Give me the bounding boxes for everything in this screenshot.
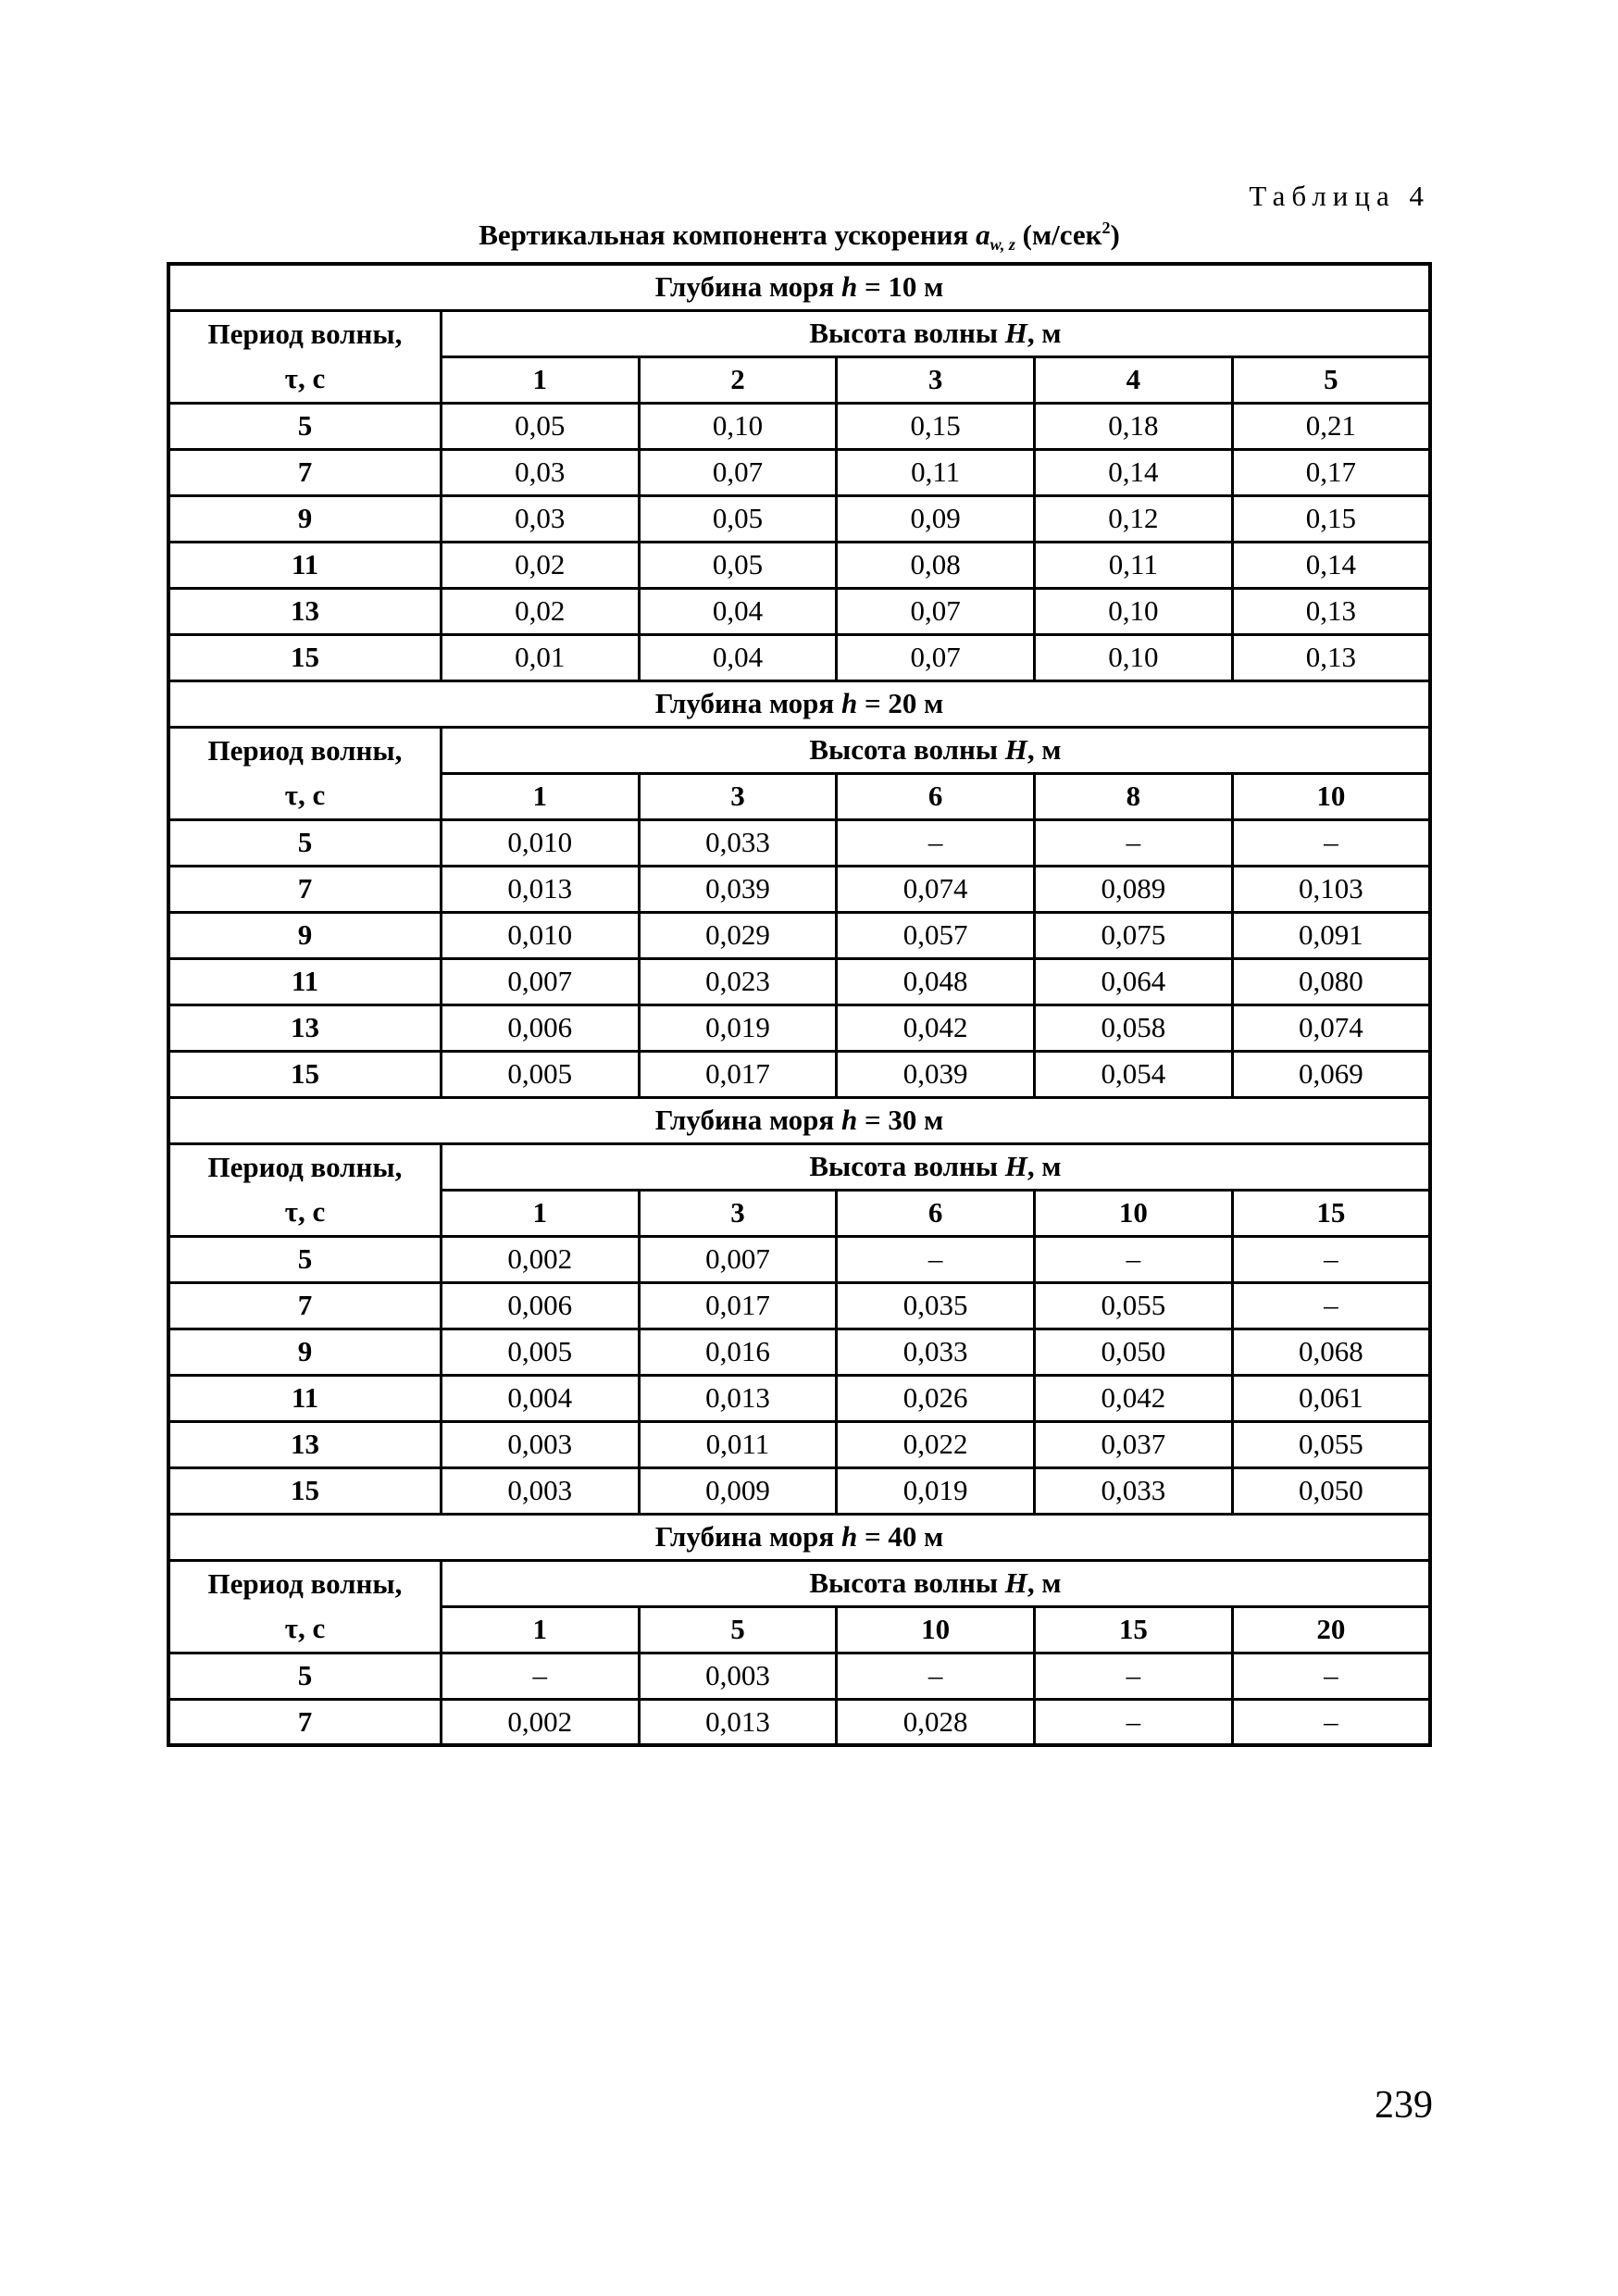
table-row <box>168 1421 1430 1467</box>
table-title <box>167 217 1432 254</box>
table-row <box>168 634 1430 680</box>
table-title-text: Вертикальная компонента ускорения <box>479 218 969 251</box>
wave-height-unit: , м <box>1027 733 1062 766</box>
unit-open: (м/сек <box>1022 218 1102 251</box>
wave-height-value: 3 <box>837 356 1035 403</box>
height-header-row <box>168 310 1430 356</box>
table-row <box>168 449 1430 495</box>
acceleration-cell: 0,010 <box>441 912 639 958</box>
wave-height-prefix: Высота волны <box>809 1150 999 1182</box>
period-cell: 5 <box>168 1236 441 1282</box>
acceleration-cell: 0,013 <box>441 866 639 912</box>
period-header-line1: Период волны, <box>207 734 403 767</box>
wave-height-value: 3 <box>639 1190 837 1236</box>
acceleration-cell: – <box>1232 1236 1430 1282</box>
acceleration-cell: 0,003 <box>441 1467 639 1514</box>
acceleration-cell: 0,15 <box>1232 495 1430 542</box>
height-header-row <box>168 1560 1430 1606</box>
period-cell: 5 <box>168 403 441 449</box>
acceleration-cell: 0,003 <box>441 1421 639 1467</box>
acceleration-cell: 0,016 <box>639 1329 837 1375</box>
acceleration-cell: 0,013 <box>639 1375 837 1421</box>
wave-height-value: 5 <box>1232 356 1430 403</box>
wave-height-value: 15 <box>1232 1190 1430 1236</box>
acceleration-cell: 0,019 <box>837 1467 1035 1514</box>
acceleration-cell: 0,07 <box>639 449 837 495</box>
wave-height-unit: , м <box>1027 1566 1062 1599</box>
acceleration-cell: 0,017 <box>639 1282 837 1329</box>
acceleration-cell: 0,064 <box>1034 958 1232 1004</box>
depth-value: = 40 м <box>864 1520 944 1553</box>
wave-height-unit: , м <box>1027 317 1062 349</box>
acceleration-cell: 0,006 <box>441 1282 639 1329</box>
page-number: 239 <box>1375 2084 1433 2127</box>
acceleration-cell: 0,004 <box>441 1375 639 1421</box>
acceleration-cell: 0,026 <box>837 1375 1035 1421</box>
acceleration-cell: 0,08 <box>837 542 1035 588</box>
period-cell: 13 <box>168 1421 441 1467</box>
acceleration-cell: 0,069 <box>1232 1051 1430 1097</box>
period-header <box>168 1560 441 1653</box>
acceleration-cell: 0,17 <box>1232 449 1430 495</box>
acceleration-cell: 0,013 <box>639 1699 837 1745</box>
wave-height-value: 1 <box>441 356 639 403</box>
depth-header <box>168 1514 1430 1560</box>
wave-height-value: 2 <box>639 356 837 403</box>
depth-value: = 10 м <box>864 270 944 304</box>
acceleration-cell: – <box>1232 1282 1430 1329</box>
acceleration-cell: 0,05 <box>639 495 837 542</box>
acceleration-cell: 0,023 <box>639 958 837 1004</box>
acceleration-cell: 0,058 <box>1034 1004 1232 1051</box>
period-header-line2: τ, с <box>284 1195 326 1228</box>
depth-symbol: h <box>840 1520 858 1553</box>
acceleration-cell: 0,05 <box>639 542 837 588</box>
wave-height-value: 8 <box>1034 773 1232 819</box>
acceleration-cell: 0,057 <box>837 912 1035 958</box>
acceleration-cell: 0,002 <box>441 1699 639 1745</box>
acceleration-cell: 0,005 <box>441 1051 639 1097</box>
wave-height-symbol: H <box>1004 317 1027 349</box>
period-cell: 15 <box>168 634 441 680</box>
wave-height-value: 4 <box>1034 356 1232 403</box>
acceleration-cell: – <box>837 1236 1035 1282</box>
acceleration-cell: 0,007 <box>441 958 639 1004</box>
wave-height-value: 10 <box>837 1606 1035 1653</box>
period-cell: 5 <box>168 819 441 866</box>
acceleration-cell: 0,055 <box>1232 1421 1430 1467</box>
acceleration-cell: 0,055 <box>1034 1282 1232 1329</box>
acceleration-cell: 0,14 <box>1034 449 1232 495</box>
acceleration-cell: 0,039 <box>837 1051 1035 1097</box>
acceleration-cell: – <box>1034 1699 1232 1745</box>
depth-value: = 30 м <box>864 1104 944 1136</box>
acceleration-cell: 0,11 <box>837 449 1035 495</box>
table-row <box>168 912 1430 958</box>
acceleration-cell: 0,074 <box>837 866 1035 912</box>
unit-close: ) <box>1110 218 1120 251</box>
wave-height-value: 15 <box>1034 1606 1232 1653</box>
acceleration-cell: – <box>441 1653 639 1699</box>
acceleration-cell: 0,15 <box>837 403 1035 449</box>
period-header-line1: Период волны, <box>207 318 403 350</box>
depth-prefix: Глубина моря <box>654 1520 835 1553</box>
acceleration-cell: 0,002 <box>441 1236 639 1282</box>
acceleration-cell: 0,007 <box>639 1236 837 1282</box>
acceleration-cell: 0,091 <box>1232 912 1430 958</box>
wave-height-value: 6 <box>837 773 1035 819</box>
depth-symbol: h <box>840 1104 858 1136</box>
acceleration-cell: 0,10 <box>639 403 837 449</box>
acceleration-cell: 0,03 <box>441 449 639 495</box>
acceleration-cell: 0,074 <box>1232 1004 1430 1051</box>
acceleration-cell: 0,12 <box>1034 495 1232 542</box>
period-cell: 13 <box>168 1004 441 1051</box>
wave-height-header <box>441 310 1430 356</box>
period-cell: 11 <box>168 958 441 1004</box>
period-cell: 7 <box>168 1699 441 1745</box>
acceleration-cell: 0,089 <box>1034 866 1232 912</box>
table-row <box>168 866 1430 912</box>
depth-row <box>168 1097 1430 1143</box>
acceleration-cell: 0,07 <box>837 588 1035 634</box>
wave-height-header <box>441 1560 1430 1606</box>
acceleration-cell: 0,022 <box>837 1421 1035 1467</box>
acceleration-cell: 0,07 <box>837 634 1035 680</box>
depth-header <box>168 264 1430 310</box>
acceleration-cell: 0,075 <box>1034 912 1232 958</box>
acceleration-cell: – <box>1034 1236 1232 1282</box>
depth-row <box>168 264 1430 310</box>
acceleration-cell: 0,033 <box>639 819 837 866</box>
acceleration-cell: – <box>1034 819 1232 866</box>
depth-symbol: h <box>840 270 858 304</box>
acceleration-cell: 0,05 <box>441 403 639 449</box>
acceleration-cell: 0,048 <box>837 958 1035 1004</box>
acceleration-cell: – <box>837 1653 1035 1699</box>
depth-prefix: Глубина моря <box>654 270 835 304</box>
acceleration-cell: 0,04 <box>639 588 837 634</box>
height-header-row <box>168 1143 1430 1190</box>
depth-symbol: h <box>840 687 858 719</box>
acceleration-cell: 0,042 <box>1034 1375 1232 1421</box>
acceleration-cell: 0,14 <box>1232 542 1430 588</box>
wave-height-prefix: Высота волны <box>809 1566 999 1599</box>
acceleration-cell: 0,019 <box>639 1004 837 1051</box>
period-header <box>168 1143 441 1236</box>
wave-height-value: 5 <box>639 1606 837 1653</box>
acceleration-cell: – <box>1232 1699 1430 1745</box>
acceleration-cell: 0,009 <box>639 1467 837 1514</box>
acceleration-cell: 0,13 <box>1232 588 1430 634</box>
acceleration-cell: 0,033 <box>1034 1467 1232 1514</box>
wave-height-unit: , м <box>1027 1150 1062 1182</box>
acceleration-cell: 0,03 <box>441 495 639 542</box>
wave-height-value: 6 <box>837 1190 1035 1236</box>
height-header-row <box>168 727 1430 773</box>
wave-height-value: 1 <box>441 1606 639 1653</box>
acceleration-cell: 0,080 <box>1232 958 1430 1004</box>
period-cell: 7 <box>168 866 441 912</box>
table-row <box>168 1282 1430 1329</box>
acceleration-subscript: w, z <box>989 235 1015 254</box>
wave-height-symbol: H <box>1004 1566 1027 1599</box>
table-row <box>168 1236 1430 1282</box>
period-cell: 9 <box>168 495 441 542</box>
acceleration-cell: 0,02 <box>441 588 639 634</box>
acceleration-cell: 0,21 <box>1232 403 1430 449</box>
table-row <box>168 1653 1430 1699</box>
table-body <box>168 264 1430 1745</box>
acceleration-cell: 0,10 <box>1034 588 1232 634</box>
acceleration-cell: – <box>1232 819 1430 866</box>
period-cell: 7 <box>168 449 441 495</box>
period-cell: 9 <box>168 912 441 958</box>
wave-height-value: 1 <box>441 1190 639 1236</box>
wave-height-value: 1 <box>441 773 639 819</box>
depth-prefix: Глубина моря <box>654 687 835 719</box>
wave-height-value: 10 <box>1232 773 1430 819</box>
period-cell: 15 <box>168 1467 441 1514</box>
period-header-line2: τ, с <box>284 1612 326 1644</box>
period-header-line2: τ, с <box>284 362 326 394</box>
acceleration-cell: 0,037 <box>1034 1421 1232 1467</box>
acceleration-cell: 0,050 <box>1034 1329 1232 1375</box>
depth-row <box>168 680 1430 727</box>
acceleration-cell: 0,068 <box>1232 1329 1430 1375</box>
period-cell: 13 <box>168 588 441 634</box>
acceleration-cell: 0,054 <box>1034 1051 1232 1097</box>
acceleration-cell: 0,028 <box>837 1699 1035 1745</box>
acceleration-cell: 0,04 <box>639 634 837 680</box>
depth-header <box>168 680 1430 727</box>
acceleration-cell: 0,18 <box>1034 403 1232 449</box>
acceleration-cell: 0,11 <box>1034 542 1232 588</box>
table-row <box>168 542 1430 588</box>
acceleration-cell: 0,13 <box>1232 634 1430 680</box>
unit-power: 2 <box>1101 218 1111 237</box>
period-cell: 11 <box>168 1375 441 1421</box>
table-row <box>168 1004 1430 1051</box>
wave-height-value: 20 <box>1232 1606 1430 1653</box>
acceleration-cell: – <box>1232 1653 1430 1699</box>
acceleration-cell: 0,103 <box>1232 866 1430 912</box>
depth-row <box>168 1514 1430 1560</box>
acceleration-cell: 0,02 <box>441 542 639 588</box>
acceleration-cell: – <box>1034 1653 1232 1699</box>
acceleration-cell: 0,011 <box>639 1421 837 1467</box>
period-cell: 11 <box>168 542 441 588</box>
acceleration-cell: 0,050 <box>1232 1467 1430 1514</box>
acceleration-cell: – <box>837 819 1035 866</box>
acceleration-cell: 0,017 <box>639 1051 837 1097</box>
table-row <box>168 1699 1430 1745</box>
wave-height-symbol: H <box>1004 733 1027 766</box>
wave-height-header <box>441 1143 1430 1190</box>
acceleration-cell: 0,039 <box>639 866 837 912</box>
period-header-line1: Период волны, <box>207 1151 403 1183</box>
table-row <box>168 958 1430 1004</box>
table-row <box>168 588 1430 634</box>
acceleration-cell: 0,003 <box>639 1653 837 1699</box>
table-row <box>168 495 1430 542</box>
period-cell: 15 <box>168 1051 441 1097</box>
period-cell: 9 <box>168 1329 441 1375</box>
acceleration-cell: 0,005 <box>441 1329 639 1375</box>
period-header <box>168 310 441 403</box>
table-row <box>168 819 1430 866</box>
wave-height-symbol: H <box>1004 1150 1027 1182</box>
wave-height-value: 3 <box>639 773 837 819</box>
table-row <box>168 1051 1430 1097</box>
acceleration-cell: 0,033 <box>837 1329 1035 1375</box>
table-row <box>168 1467 1430 1514</box>
acceleration-table <box>167 262 1432 1747</box>
table-row <box>168 1329 1430 1375</box>
wave-height-prefix: Высота волны <box>809 317 999 349</box>
acceleration-cell: 0,010 <box>441 819 639 866</box>
table-row <box>168 1375 1430 1421</box>
table-row <box>168 403 1430 449</box>
period-cell: 7 <box>168 1282 441 1329</box>
acceleration-cell: 0,01 <box>441 634 639 680</box>
table-number-label: Таблица 4 <box>1249 180 1430 212</box>
depth-prefix: Глубина моря <box>654 1104 835 1136</box>
acceleration-cell: 0,10 <box>1034 634 1232 680</box>
period-cell: 5 <box>168 1653 441 1699</box>
acceleration-cell: 0,09 <box>837 495 1035 542</box>
wave-height-header <box>441 727 1430 773</box>
acceleration-cell: 0,006 <box>441 1004 639 1051</box>
depth-header <box>168 1097 1430 1143</box>
acceleration-symbol: a <box>976 218 990 251</box>
period-header-line2: τ, с <box>284 779 326 811</box>
acceleration-cell: 0,029 <box>639 912 837 958</box>
acceleration-cell: 0,061 <box>1232 1375 1430 1421</box>
wave-height-value: 10 <box>1034 1190 1232 1236</box>
period-header-line1: Период волны, <box>207 1567 403 1600</box>
acceleration-cell: 0,035 <box>837 1282 1035 1329</box>
wave-height-prefix: Высота волны <box>809 733 999 766</box>
depth-value: = 20 м <box>864 687 944 719</box>
period-header <box>168 727 441 819</box>
acceleration-cell: 0,042 <box>837 1004 1035 1051</box>
